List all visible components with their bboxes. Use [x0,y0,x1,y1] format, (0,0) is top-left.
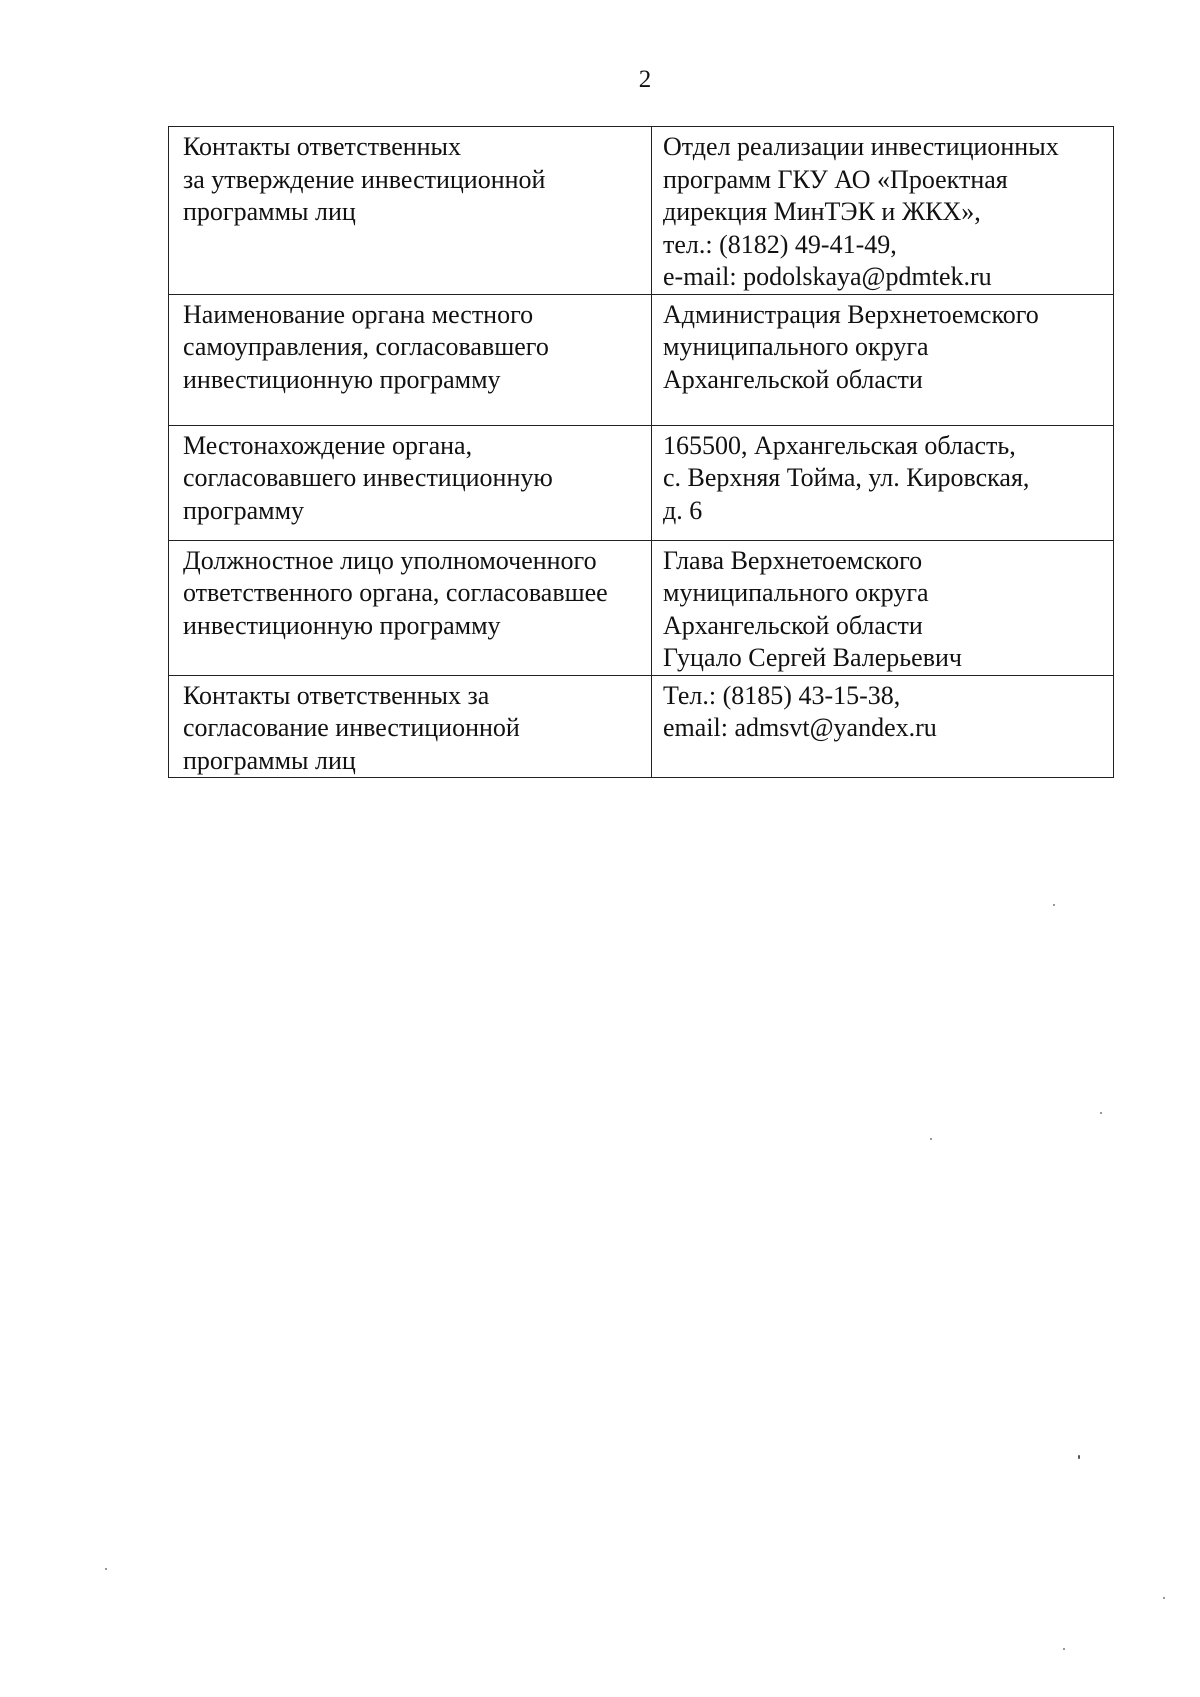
row-value: Отдел реализации инвестиционных программ ГКУ АО «Проектная дирекция МинТЭК и ЖКХ», тел.: (8182) 49-41-49, e-mail: podolskaya@pdmtek.ru [652,127,1114,295]
row-label: Контакты ответственных за утверждение инвестиционной программы лиц [169,127,652,295]
row-label: Должностное лицо уполномоченного ответственного органа, согласовавшее инвестиционную программу [169,540,652,675]
row-label: Местонахождение органа, согласовавшего инвестиционную программу [169,425,652,540]
scan-speck [1053,904,1055,906]
row-value: 165500, Архангельская область, с. Верхняя Тойма, ул. Кировская, д. 6 [652,425,1114,540]
scan-speck [1078,1455,1080,1459]
row-value: Администрация Верхнетоемского муниципального округа Архангельской области [652,294,1114,425]
table-row [169,294,1114,425]
table-row [169,675,1114,778]
row-label: Наименование органа местного самоуправления, согласовавшего инвестиционную программу [169,294,652,425]
row-value: Тел.: (8185) 43-15-38, email: admsvt@yandex.ru [652,675,1114,778]
table-row [169,425,1114,540]
row-value: Глава Верхнетоемского муниципального округа Архангельской области Гуцало Сергей Валерьевич [652,540,1114,675]
scan-speck [1163,1597,1165,1599]
scan-speck [105,1568,107,1570]
page-number: 2 [638,66,652,93]
scan-speck [1063,1648,1065,1650]
table-row [169,127,1114,295]
table-row [169,540,1114,675]
investment-program-info-table [168,126,1114,778]
scan-speck [1100,1112,1102,1114]
row-label: Контакты ответственных за согласование инвестиционной программы лиц [169,675,652,778]
scan-speck [930,1138,932,1140]
